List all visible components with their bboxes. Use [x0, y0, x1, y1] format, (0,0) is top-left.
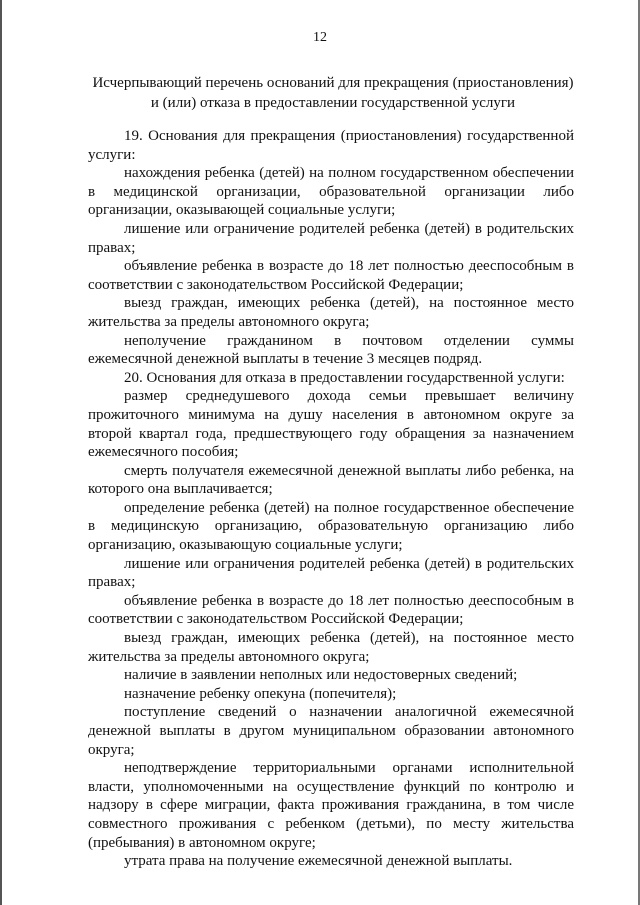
list-item: определение ребенка (детей) на полное государственное обеспечение в медицинскую организацию, образовательную организацию либо организацию, оказывающую социальные услуги;: [88, 499, 574, 554]
list-item: неполучение гражданином в почтовом отделении суммы ежемесячной денежной выплаты в течение 3 месяцев подряд.: [88, 332, 574, 368]
list-item: размер среднедушевого дохода семьи превышает величину прожиточного минимума на душу населения в автономном округе за второй квартал года, предшествующего году обращения за назначением ежемесячного пособия;: [88, 388, 574, 461]
list-item: наличие в заявлении неполных или недостоверных сведений;: [124, 667, 518, 684]
list-item: выезд граждан, имеющих ребенка (детей), на постоянное место жительства за пределы автономного округа;: [88, 295, 574, 330]
list-item: смерть получателя ежемесячной денежной выплаты либо ребенка, на которого она выплачивается;: [88, 462, 574, 498]
paragraph-19-heading: 19. Основания для прекращения (приостановления) государственной услуги:: [88, 128, 574, 163]
list-item: нахождения ребенка (детей) на полном государственном обеспечении в медицинской организации, образовательной организации либо организации, оказывающей социальные услуги;: [88, 165, 574, 219]
list-item: поступление сведений о назначении аналогичной ежемесячной денежной выплаты в другом муниципальном образовании автономного округа;: [88, 704, 574, 758]
page-number: 12: [313, 30, 327, 45]
list-item: объявление ребенка в возрасте до 18 лет полностью дееспособным в соответствии с законодательством Российской Федерации;: [88, 592, 574, 628]
list-item: назначение ребенку опекуна (попечителя);: [124, 685, 397, 702]
section-title-line-2: и (или) отказа в предоставлении государственной услуги: [150, 95, 516, 111]
list-item: объявление ребенка в возрасте до 18 лет полностью дееспособным в соответствии с законодательством Российской Федерации;: [88, 258, 574, 293]
section-title-line-1: Исчерпывающий перечень оснований для прекращения (приостановления): [92, 75, 574, 91]
paragraph-20-heading: 20. Основания для отказа в предоставлении государственной услуги:: [124, 369, 565, 386]
document-body: [88, 127, 574, 871]
list-item: лишение или ограничения родителей ребенка (детей) в родительских правах;: [88, 555, 574, 591]
section-title: [88, 73, 578, 113]
list-item: выезд граждан, имеющих ребенка (детей), на постоянное место жительства за пределы автономного округа;: [88, 630, 574, 665]
list-item: лишение или ограничение родителей ребенка (детей) в родительских правах;: [88, 220, 574, 256]
list-item: неподтверждение территориальными органами исполнительной власти, уполномоченными на осуществление функций по контролю и надзору в сфере миграции, факта проживания гражданина, в том числе совместного проживания с ребенком (детьми), по месту жительства (пребывания) в автономном округе;: [88, 760, 574, 851]
list-item: утрата права на получение ежемесячной денежной выплаты.: [124, 853, 513, 870]
